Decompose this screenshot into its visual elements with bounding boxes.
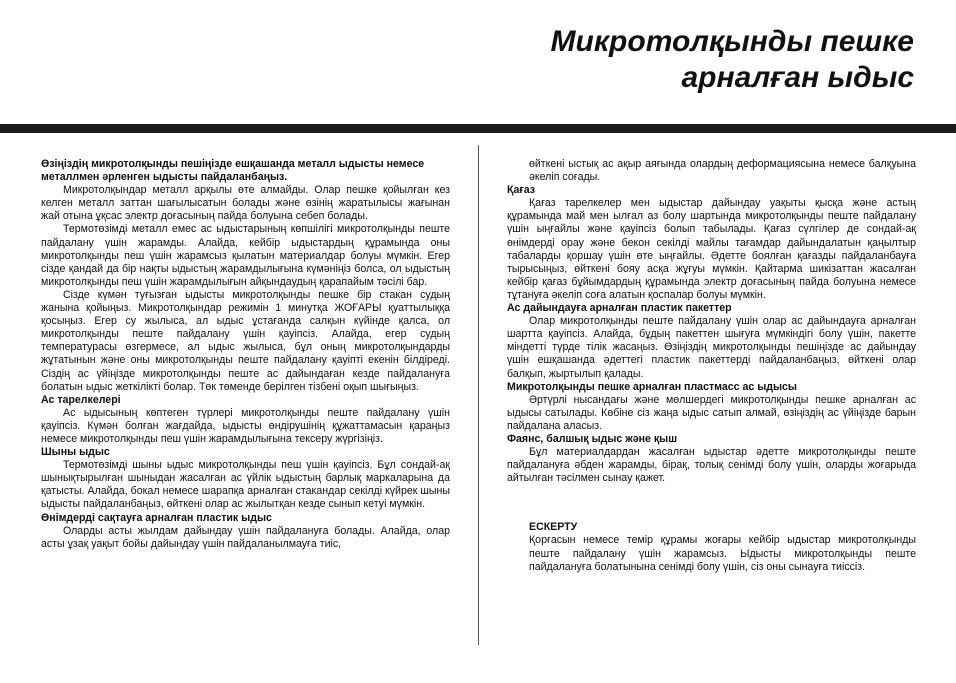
right-column: [507, 158, 916, 574]
storage-plastic-text: Оларды асты жылдам дайындау үшін пайдалануға болады. Алайда, олар асты ұзақ уақыт бойы дайындау үшін пайдаланылмауға тиіс,: [41, 524, 450, 550]
glass-heading: Шыны ыдыс: [41, 446, 110, 459]
page-title: [354, 24, 914, 96]
ceramic-heading: Фаянс, балшық ыдыс және қыш: [507, 432, 678, 445]
metal-paragraph: Микротолқындар металл арқылы өте алмайды. Олар пешке қойылған кез келген металл заттан шағылысатын болады және өзінің жаратылысы жағынан жай отына ұқсас электр доғасының пайда болуына себеп болады.: [41, 184, 450, 223]
header-rule: [0, 124, 956, 133]
metal-warning-heading: Өзіңіздің микротолқынды пешіңізде ешқашанда металл ыдысты немесе металлмен әрленген ыдысты пайдаланбаңыз.: [41, 158, 425, 184]
note-title: ЕСКЕРТУ: [529, 521, 578, 534]
plates-heading: Ас тарелкелері: [41, 393, 121, 406]
cooking-bags-text: Олар микротолқынды пеште пайдалану үшін олар ас дайындауға арналған шартта қауіпсіз. Алайда, бұдың пакеттен шығуға мүмкіндігі болу үшін, пакетте міндетті түрде тілік жасаңыз. Өзіңіздің микротолқынды пешіңізде ас дайындау үшін ешқашанда әдеттегі пластик пакеттерді пайдаланбаңыз, өйткені олар балқып, жыртылып қалады.: [507, 315, 916, 380]
title-line-1: Микротолқынды пешке: [550, 25, 914, 58]
paper-heading: Қағаз: [507, 184, 536, 197]
glass-text: Термотөзімді шыны ыдыс микротолқынды пеш үшін қауіпсіз. Бұл сондай-ақ шынықтырылған шыныдан жасалған ас үйлік ыдыстың барлық маркаларына да қатысты. Алайда, бокал немесе шарапқа арналған стакандар секілді күйрек шыны ыдысты пайдаланбаңыз, өйткені олар ас жылытқан кезде сынып кетуі мүмкін.: [41, 459, 450, 511]
microwave-plastic-heading: Микротолқынды пешке арналған пластмасс ас ыдысы: [507, 380, 797, 393]
ceramic-text: Бұл материалдардан жасалған ыдыстар әдетте микротолқынды пеште пайдалануға әбден жарамды, бірақ, толық сенімді болу үшін, оларды жоғарыда айтылған тәсілмен сынау қажет.: [507, 446, 916, 485]
column-divider: [478, 145, 479, 645]
cooking-bags-heading: Ас дайындауға арналған пластик пакеттер: [507, 302, 732, 315]
note-text: Қорғасын немесе темір құрамы жоғары кейбір ыдыстар микротолқынды пеште пайдалану үшін жарамсыз. Ыдысты микротолқынды пеште пайдалануға болатынына сенімді болу үшін, сіз оны сынауға тиіссіз.: [529, 534, 916, 573]
storage-plastic-heading: Өнімдерді сақтауға арналған пластик ыдыс: [41, 511, 272, 524]
storage-plastic-continued: өйткені ыстық ас ақыр аяғында олардың деформациясына немесе балқуына әкеліп соғады.: [529, 158, 916, 184]
paper-text: Қағаз тарелкелер мен ыдыстар дайындау уақыты қысқа және астың құрамында май мен ылғал аз болу шартында микротолқынды пеште пайдалану үшін ыңғайлы және қауіпсіз болып табылады. Қағаз сүлгілер де сондай-ақ өнімдерді орау және бекон секілді майлы тағамдар дайындалатын қаңылтыр табаларды қоршау үшін өте ыңғайлы. Әдетте боялған қағазды пайдаланбауға тырысыңыз, өйткені бояу асқа жұғуы мүмкін. Қайтарма шикізаттан жасалған кейбір қағаз бұйымдардың құрамында электр доғасының пайда болуына немесе тұтануға әкеліп соға алатын қоспалар болуы мүмкін.: [507, 197, 916, 301]
microwave-plastic-text: Әртүрлі нысандағы және мөлшердегі микротолқынды пешке арналған ас ыдысы сатылады. Көбіне сіз жаңа ыдыс сатып алмай, өзіңіздің ас үйіңізде барын пайдалана аласыз.: [507, 393, 916, 432]
left-column: [41, 158, 450, 551]
heatproof-paragraph: Термотөзімді металл емес ас ыдыстарының көпшілігі микротолқынды пеште пайдалану үшін жарамды. Алайда, кейбір ыдыстардың құрамында оны микротолқынды пеш үшін жарамсыз қылатын материалдар болуы мүмкін. Егер сізде қандай да бір нақты ыдыстың жарамдылығына күмәніңіз болса, ол ыдыстың микротолқынды пеш үшін жарамдылығын айқындаудың қарапайым тәсілі бар.: [41, 223, 450, 288]
test-paragraph: Сізде күмән туғызған ыдысты микротолқынды пешке бір стакан судың жанына қойыңыз. Микротолқындар режимін 1 минутқа ЖОҒАРЫ қуаттылыққа қосыңыз. Егер су жылыса, ал ыдыс ұстағанда салқын күйінде қалса, ол микротолқынды пеште пайдалану үшін қауіпсіз. Алайда, егер судың температурасы өзгермесе, ал ыдыс жылыса, бұл оның микротолқындарды жұтатынын және оны микротолқынды пеште пайдалану қауіпті екенін білдіреді. Сіздің ас үйіңізде микротолқынды пеште ас дайындаған кезде пайдалануға болатын ыдыс жеткілікті болар. Төк төменде берілген тізбені оқып шығыңыз.: [41, 288, 450, 393]
plates-text: Ас ыдысының көптеген түрлері микротолқынды пеште пайдалану үшін қауіпсіз. Күмән болған жағдайда, ыдысты өндірушінің құжаттамасын қараңыз немесе микротолқынды пеш үшін жарамдылығына тексеру жүргізіңіз.: [41, 406, 450, 445]
title-line-2: арналған ыдыс: [681, 61, 914, 94]
